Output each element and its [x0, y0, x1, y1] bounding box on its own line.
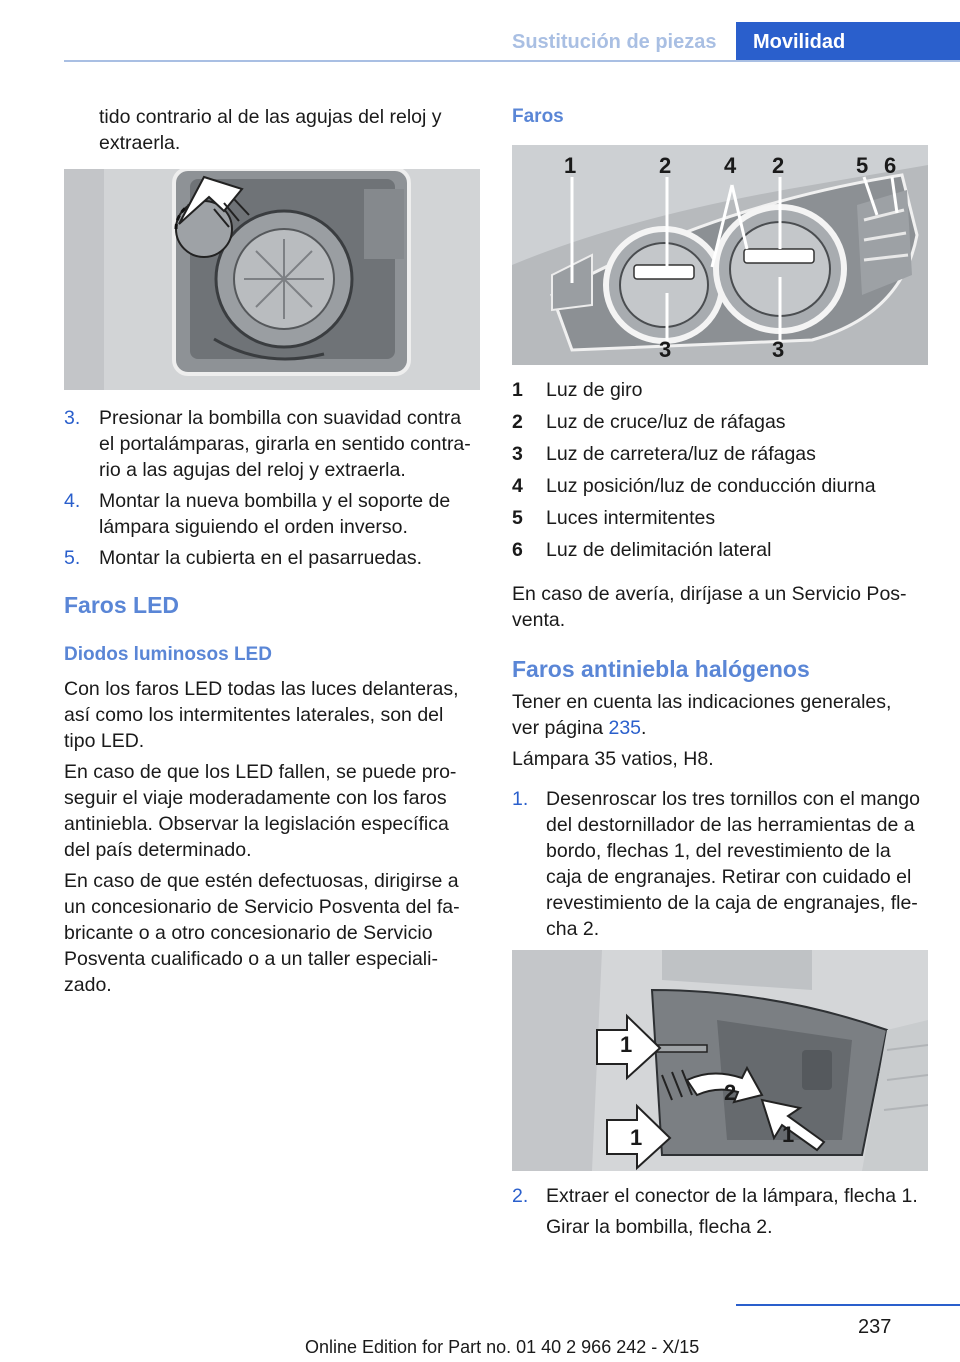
- para1-line-3: tipo LED.: [64, 730, 145, 752]
- step-3-number: 3.: [64, 407, 81, 429]
- legend-num-4: 4: [512, 475, 523, 497]
- intro-line-1: tido contrario al de las agujas del reloj y: [99, 106, 442, 128]
- step-4-line-2: lámpara siguiendo el orden inverso.: [99, 516, 408, 538]
- para3-line-3: bricante o a otro concesionario de Servicio: [64, 922, 433, 944]
- legend-text-2: Luz de cruce/luz de ráfagas: [546, 411, 786, 433]
- para2-line-3: antiniebla. Observar la legislación específica: [64, 813, 449, 835]
- legend-num-3: 3: [512, 443, 523, 465]
- gearbox-label-1b: 1: [630, 1125, 643, 1150]
- fog-line-2-end: .: [641, 717, 647, 739]
- gearbox-label-2: 2: [724, 1080, 737, 1105]
- step-5-number: 5.: [64, 547, 81, 569]
- fog-step-2-number: 2.: [512, 1185, 529, 1207]
- legend-text-4: Luz posición/luz de conducción diurna: [546, 475, 876, 497]
- service-line-2: venta.: [512, 609, 566, 631]
- heading-faros-led: Faros LED: [64, 592, 180, 618]
- footer-edition: Online Edition for Part no. 01 40 2 966 242 - X/15: [305, 1337, 700, 1357]
- headlight-label-2b: 2: [772, 153, 785, 178]
- page-235-link[interactable]: 235: [608, 717, 642, 739]
- fog-step-1-line-4: caja de engranajes. Retirar con cuidado el: [546, 866, 912, 888]
- step-4-number: 4.: [64, 490, 81, 512]
- header-rule: [64, 60, 960, 62]
- fog-step-2-line-2: Girar la bombilla, flecha 2.: [546, 1216, 773, 1238]
- fog-line-2-text: ver página: [512, 717, 609, 739]
- legend-num-1: 1: [512, 379, 523, 401]
- chapter-label: Movilidad: [753, 31, 846, 53]
- step-4-line-1: Montar la nueva bombilla y el soporte de: [99, 490, 451, 512]
- para3-line-2: un concesionario de Servicio Posventa del fa‐: [64, 896, 460, 918]
- step-3-line-1: Presionar la bombilla con suavidad contra: [99, 407, 462, 429]
- legend-text-6: Luz de delimitación lateral: [546, 539, 772, 561]
- gearbox-label-1c: 1: [782, 1122, 795, 1147]
- para3-line-4: Posventa cualificado o a un taller especiali‐: [64, 948, 438, 970]
- para2-line-1: En caso de que los LED fallen, se puede pro‐: [64, 761, 457, 783]
- fog-step-1-line-5: revestimiento de la caja de engranajes, fle‐: [546, 892, 918, 914]
- para3-line-1: En caso de que estén defectuosas, dirigirse a: [64, 870, 459, 892]
- fog-step-1-line-2: del destornillador de las herramientas de a: [546, 814, 915, 836]
- headlight-label-3b: 3: [772, 337, 785, 362]
- legend-text-3: Luz de carretera/luz de ráfagas: [546, 443, 816, 465]
- gearbox-label-1a: 1: [620, 1032, 633, 1057]
- gearbox-cover-figure: [512, 950, 928, 1171]
- wheel-arch-bulb-figure: [64, 169, 480, 390]
- headlight-label-4: 4: [724, 153, 737, 178]
- fog-step-1-line-1: Desenroscar los tres tornillos con el mango: [546, 788, 920, 810]
- headlight-figure: [512, 145, 928, 365]
- fog-step-1-number: 1.: [512, 788, 529, 810]
- headlight-label-3a: 3: [659, 337, 672, 362]
- headlight-label-1: 1: [564, 153, 577, 178]
- service-line-1: En caso de avería, diríjase a un Servicio Pos‐: [512, 583, 907, 605]
- para2-line-2: seguir el viaje moderadamente con los faros: [64, 787, 447, 809]
- fog-step-1-line-3: bordo, flechas 1, del revestimiento de la: [546, 840, 891, 862]
- subheading-diodos: Diodos luminosos LED: [64, 644, 272, 665]
- para1-line-2: así como los intermitentes laterales, son del: [64, 704, 444, 726]
- footer-rule: [736, 1304, 960, 1306]
- step-3-line-3: rio a las agujas del reloj y extraerla.: [99, 459, 406, 481]
- fog-line-2: [512, 715, 646, 741]
- headlight-label-6: 6: [884, 153, 897, 178]
- legend-text-1: Luz de giro: [546, 379, 643, 401]
- headlight-label-2a: 2: [659, 153, 672, 178]
- heading-faros-antiniebla: Faros antiniebla halógenos: [512, 656, 810, 682]
- lamp-spec: Lámpara 35 vatios, H8.: [512, 748, 714, 770]
- header-section-title: Sustitución de piezas: [512, 31, 717, 53]
- header-chapter-tab: [736, 22, 960, 62]
- legend-num-5: 5: [512, 507, 523, 529]
- para2-line-4: del país determinado.: [64, 839, 252, 861]
- fog-line-1: Tener en cuenta las indicaciones generales,: [512, 691, 892, 713]
- legend-text-5: Luces intermitentes: [546, 507, 716, 529]
- legend-num-6: 6: [512, 539, 523, 561]
- para1-line-1: Con los faros LED todas las luces delanteras,: [64, 678, 459, 700]
- page-number: 237: [858, 1316, 892, 1338]
- subheading-faros: Faros: [512, 106, 564, 127]
- para3-line-5: zado.: [64, 974, 112, 996]
- step-3-line-2: el portalámparas, girarla en sentido contra‐: [99, 433, 471, 455]
- step-5-line-1: Montar la cubierta en el pasarruedas.: [99, 547, 423, 569]
- fog-step-1-line-6: cha 2.: [546, 918, 600, 940]
- fog-step-2-line-1: Extraer el conector de la lámpara, flecha 1.: [546, 1185, 918, 1207]
- headlight-label-5: 5: [856, 153, 869, 178]
- intro-line-2: extraerla.: [99, 132, 181, 154]
- legend-num-2: 2: [512, 411, 523, 433]
